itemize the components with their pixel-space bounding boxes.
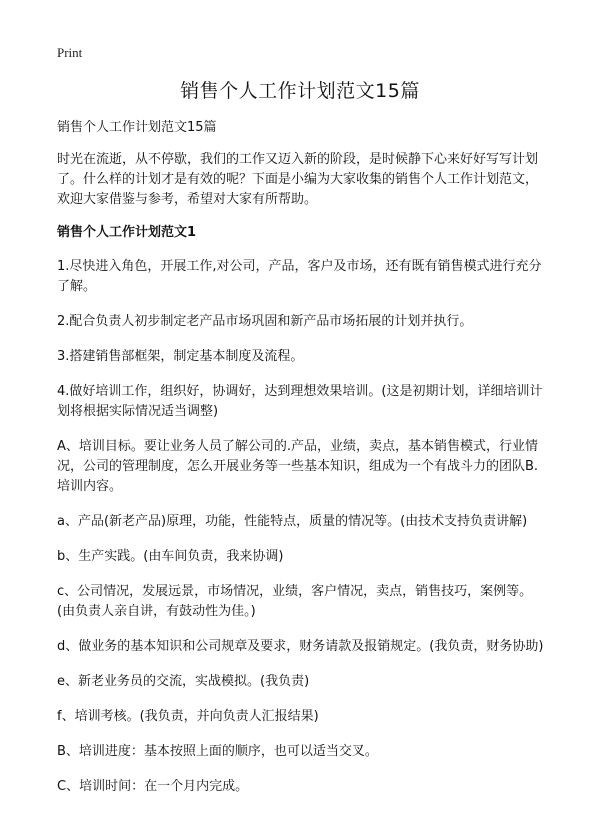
plan-item: f、培训考核。(我负责，并向负责人汇报结果) [57, 709, 319, 724]
print-link[interactable]: Print [57, 45, 83, 60]
plan-item: c、公司情况，发展远景，市场情况，业绩，客户情况，卖点，销售技巧，案例等。(由负责人亲自讲，有鼓动性为佳。) [57, 584, 533, 619]
plan-item: C、培训时间：在一个月内完成。 [57, 779, 249, 794]
plan-item: a、产品(新老产品)原理，功能，性能特点，质量的情况等。(由技术支持负责讲解) [57, 514, 528, 529]
plan-item: 4.做好培训工作，组织好，协调好，达到理想效果培训。(这是初期计划，详细培训计划将根据实际情况适当调整) [57, 384, 543, 419]
intro-paragraph: 时光在流逝，从不停歇，我们的工作又迈入新的阶段，是时候静下心来好好写写计划了。什么样的计划才是有效的呢？下面是小编为大家收集的销售个人工作计划范文，欢迎大家借鉴与参考，希望对大家有所帮助。 [57, 152, 539, 207]
plan-item: e、新老业务员的交流，实战模拟。(我负责) [57, 674, 310, 689]
page-title: 销售个人工作计划范文15篇 [180, 80, 420, 102]
plan-item: 2.配合负责人初步制定老产品市场巩固和新产品市场拓展的计划并执行。 [57, 314, 473, 329]
plan-item: 3.搭建销售部框架，制定基本制度及流程。 [57, 349, 304, 364]
article-subtitle: 销售个人工作计划范文15篇 [57, 120, 217, 135]
plan-item: B、培训进度：基本按照上面的顺序，也可以适当交叉。 [57, 744, 378, 759]
plan-item: d、做业务的基本知识和公司规章及要求，财务请款及报销规定。(我负责，财务协助) [57, 639, 544, 654]
plan-item: A、培训目标。要让业务人员了解公司的.产品，业绩，卖点，基本销售模式，行业情况，公司的管理制度，怎么开展业务等一些基本知识，组成为一个有战斗力的团队B.培训内容。 [57, 439, 539, 494]
plan-item: 1.尽快进入角色，开展工作,对公司，产品，客户及市场，还有既有销售模式进行充分了解。 [57, 259, 542, 294]
section-heading: 销售个人工作计划范文1 [57, 225, 197, 240]
article-body [57, 118, 545, 812]
plan-item: b、生产实践。(由车间负责，我来协调) [57, 549, 284, 564]
